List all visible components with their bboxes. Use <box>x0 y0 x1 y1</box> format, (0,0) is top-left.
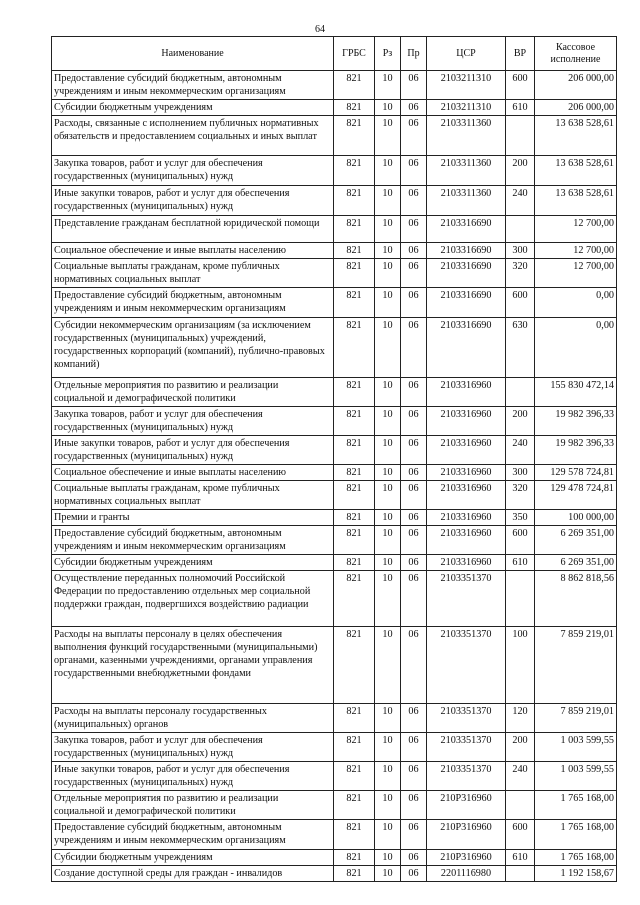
cell-rz: 10 <box>375 866 401 882</box>
cell-name: Иные закупки товаров, работ и услуг для обеспечения государственных (муниципальных) нужд <box>52 436 334 465</box>
cell-pr: 06 <box>401 259 427 288</box>
cell-grbs: 821 <box>334 850 375 866</box>
table-row <box>52 156 617 186</box>
cell-csr: 2103316960 <box>427 526 506 555</box>
cell-rz: 10 <box>375 71 401 100</box>
header-csr: ЦСР <box>427 37 506 71</box>
cell-grbs: 821 <box>334 116 375 156</box>
cell-csr: 2103316690 <box>427 259 506 288</box>
cell-vr: 240 <box>506 762 535 791</box>
cell-pr: 06 <box>401 526 427 555</box>
cell-rz: 10 <box>375 465 401 481</box>
cell-amount: 19 982 396,33 <box>535 407 617 436</box>
cell-amount: 13 638 528,61 <box>535 156 617 186</box>
table-row <box>52 186 617 216</box>
cell-amount: 100 000,00 <box>535 510 617 526</box>
cell-vr: 610 <box>506 100 535 116</box>
cell-rz: 10 <box>375 571 401 627</box>
cell-grbs: 821 <box>334 733 375 762</box>
cell-name: Расходы на выплаты персоналу государственных (муниципальных) органов <box>52 704 334 733</box>
cell-vr: 350 <box>506 510 535 526</box>
cell-vr: 300 <box>506 243 535 259</box>
cell-amount: 0,00 <box>535 318 617 378</box>
cell-grbs: 821 <box>334 243 375 259</box>
cell-vr: 200 <box>506 156 535 186</box>
cell-pr: 06 <box>401 100 427 116</box>
cell-csr: 2103351370 <box>427 762 506 791</box>
cell-vr: 320 <box>506 481 535 510</box>
cell-pr: 06 <box>401 116 427 156</box>
cell-amount: 1 003 599,55 <box>535 762 617 791</box>
table-row <box>52 866 617 882</box>
table-row <box>52 407 617 436</box>
cell-csr: 2103316960 <box>427 436 506 465</box>
cell-pr: 06 <box>401 791 427 820</box>
cell-pr: 06 <box>401 216 427 243</box>
cell-rz: 10 <box>375 704 401 733</box>
cell-amount: 129 578 724,81 <box>535 465 617 481</box>
cell-rz: 10 <box>375 259 401 288</box>
cell-name: Социальное обеспечение и иные выплаты населению <box>52 465 334 481</box>
cell-csr: 210Р316960 <box>427 820 506 850</box>
table-row <box>52 259 617 288</box>
cell-pr: 06 <box>401 318 427 378</box>
cell-amount: 13 638 528,61 <box>535 186 617 216</box>
cell-amount: 1 192 158,67 <box>535 866 617 882</box>
cell-rz: 10 <box>375 820 401 850</box>
cell-grbs: 821 <box>334 71 375 100</box>
table-row <box>52 481 617 510</box>
cell-rz: 10 <box>375 791 401 820</box>
cell-vr: 600 <box>506 288 535 318</box>
cell-grbs: 821 <box>334 288 375 318</box>
table-row <box>52 571 617 627</box>
cell-pr: 06 <box>401 627 427 704</box>
cell-amount: 6 269 351,00 <box>535 555 617 571</box>
cell-pr: 06 <box>401 510 427 526</box>
table-body <box>52 71 617 882</box>
cell-csr: 2103311360 <box>427 186 506 216</box>
cell-amount: 155 830 472,14 <box>535 378 617 407</box>
cell-amount: 6 269 351,00 <box>535 526 617 555</box>
cell-grbs: 821 <box>334 216 375 243</box>
cell-name: Отдельные мероприятия по развитию и реализации социальной и демографической политики <box>52 791 334 820</box>
cell-rz: 10 <box>375 481 401 510</box>
cell-pr: 06 <box>401 571 427 627</box>
cell-pr: 06 <box>401 850 427 866</box>
cell-csr: 2103316960 <box>427 378 506 407</box>
cell-grbs: 821 <box>334 791 375 820</box>
cell-grbs: 821 <box>334 510 375 526</box>
cell-pr: 06 <box>401 71 427 100</box>
cell-rz: 10 <box>375 318 401 378</box>
cell-amount: 129 478 724,81 <box>535 481 617 510</box>
cell-amount: 7 859 219,01 <box>535 627 617 704</box>
cell-csr: 210Р316960 <box>427 791 506 820</box>
header-rz: Рз <box>375 37 401 71</box>
table-row <box>52 243 617 259</box>
cell-csr: 2103311360 <box>427 156 506 186</box>
table-row <box>52 555 617 571</box>
cell-name: Расходы, связанные с исполнением публичных нормативных обязательств и предоставлением социальных и иных выплат <box>52 116 334 156</box>
cell-rz: 10 <box>375 407 401 436</box>
cell-csr: 2201116980 <box>427 866 506 882</box>
cell-grbs: 821 <box>334 318 375 378</box>
cell-vr: 610 <box>506 850 535 866</box>
cell-name: Иные закупки товаров, работ и услуг для обеспечения государственных (муниципальных) нужд <box>52 186 334 216</box>
cell-name: Социальное обеспечение и иные выплаты населению <box>52 243 334 259</box>
cell-rz: 10 <box>375 156 401 186</box>
cell-csr: 2103316690 <box>427 288 506 318</box>
cell-vr: 240 <box>506 186 535 216</box>
cell-amount: 0,00 <box>535 288 617 318</box>
cell-csr: 2103351370 <box>427 571 506 627</box>
cell-grbs: 821 <box>334 555 375 571</box>
cell-csr: 2103316960 <box>427 481 506 510</box>
cell-vr <box>506 378 535 407</box>
cell-vr <box>506 116 535 156</box>
cell-grbs: 821 <box>334 436 375 465</box>
cell-pr: 06 <box>401 186 427 216</box>
cell-amount: 8 862 818,56 <box>535 571 617 627</box>
cell-amount: 7 859 219,01 <box>535 704 617 733</box>
cell-pr: 06 <box>401 407 427 436</box>
table-row <box>52 791 617 820</box>
cell-vr: 610 <box>506 555 535 571</box>
cell-grbs: 821 <box>334 526 375 555</box>
cell-amount: 19 982 396,33 <box>535 436 617 465</box>
cell-name: Предоставление субсидий бюджетным, автономным учреждениям и иным некоммерческим организациям <box>52 288 334 318</box>
cell-csr: 210Р316960 <box>427 850 506 866</box>
cell-name: Предоставление субсидий бюджетным, автономным учреждениям и иным некоммерческим организациям <box>52 71 334 100</box>
cell-vr: 100 <box>506 627 535 704</box>
cell-grbs: 821 <box>334 156 375 186</box>
cell-csr: 2103211310 <box>427 100 506 116</box>
table-row <box>52 436 617 465</box>
cell-grbs: 821 <box>334 481 375 510</box>
cell-amount: 12 700,00 <box>535 243 617 259</box>
cell-pr: 06 <box>401 733 427 762</box>
cell-name: Субсидии некоммерческим организациям (за исключением государственных (муниципальных) учреждений, государственных корпораций (компаний), публично-правовых компаний) <box>52 318 334 378</box>
cell-grbs: 821 <box>334 186 375 216</box>
cell-rz: 10 <box>375 627 401 704</box>
cell-grbs: 821 <box>334 378 375 407</box>
cell-pr: 06 <box>401 243 427 259</box>
cell-grbs: 821 <box>334 259 375 288</box>
table-row <box>52 288 617 318</box>
cell-pr: 06 <box>401 378 427 407</box>
cell-vr: 630 <box>506 318 535 378</box>
cell-name: Субсидии бюджетным учреждениям <box>52 850 334 866</box>
table-row <box>52 216 617 243</box>
cell-pr: 06 <box>401 436 427 465</box>
cell-name: Осуществление переданных полномочий Российской Федерации по предоставлению отдельных мер социальной поддержки граждан, подвергшихся воздействию радиации <box>52 571 334 627</box>
cell-pr: 06 <box>401 156 427 186</box>
cell-vr: 240 <box>506 436 535 465</box>
table-row <box>52 733 617 762</box>
cell-name: Отдельные мероприятия по развитию и реализации социальной и демографической политики <box>52 378 334 407</box>
cell-vr <box>506 791 535 820</box>
cell-name: Представление гражданам бесплатной юридической помощи <box>52 216 334 243</box>
table-row <box>52 318 617 378</box>
cell-vr <box>506 571 535 627</box>
cell-name: Социальные выплаты гражданам, кроме публичных нормативных социальных выплат <box>52 259 334 288</box>
cell-rz: 10 <box>375 436 401 465</box>
cell-grbs: 821 <box>334 762 375 791</box>
cell-csr: 2103311360 <box>427 116 506 156</box>
cell-name: Предоставление субсидий бюджетным, автономным учреждениям и иным некоммерческим организациям <box>52 526 334 555</box>
cell-rz: 10 <box>375 378 401 407</box>
cell-vr <box>506 866 535 882</box>
cell-vr: 600 <box>506 71 535 100</box>
cell-amount: 1 003 599,55 <box>535 733 617 762</box>
cell-rz: 10 <box>375 555 401 571</box>
cell-amount: 1 765 168,00 <box>535 850 617 866</box>
cell-rz: 10 <box>375 186 401 216</box>
budget-table <box>51 36 617 882</box>
table-row <box>52 762 617 791</box>
cell-name: Закупка товаров, работ и услуг для обеспечения государственных (муниципальных) нужд <box>52 407 334 436</box>
cell-grbs: 821 <box>334 627 375 704</box>
cell-vr <box>506 216 535 243</box>
table-row <box>52 510 617 526</box>
cell-rz: 10 <box>375 733 401 762</box>
cell-vr: 200 <box>506 733 535 762</box>
cell-vr: 600 <box>506 820 535 850</box>
cell-name: Предоставление субсидий бюджетным, автономным учреждениям и иным некоммерческим организациям <box>52 820 334 850</box>
cell-csr: 2103316690 <box>427 243 506 259</box>
cell-rz: 10 <box>375 100 401 116</box>
cell-amount: 1 765 168,00 <box>535 820 617 850</box>
cell-grbs: 821 <box>334 704 375 733</box>
cell-grbs: 821 <box>334 820 375 850</box>
cell-name: Субсидии бюджетным учреждениям <box>52 100 334 116</box>
cell-grbs: 821 <box>334 407 375 436</box>
table-row <box>52 820 617 850</box>
cell-amount: 13 638 528,61 <box>535 116 617 156</box>
cell-name: Иные закупки товаров, работ и услуг для обеспечения государственных (муниципальных) нужд <box>52 762 334 791</box>
cell-rz: 10 <box>375 762 401 791</box>
table-row <box>52 100 617 116</box>
cell-rz: 10 <box>375 510 401 526</box>
cell-name: Закупка товаров, работ и услуг для обеспечения государственных (муниципальных) нужд <box>52 156 334 186</box>
cell-vr: 200 <box>506 407 535 436</box>
cell-name: Социальные выплаты гражданам, кроме публичных нормативных социальных выплат <box>52 481 334 510</box>
cell-csr: 2103351370 <box>427 627 506 704</box>
cell-pr: 06 <box>401 465 427 481</box>
cell-pr: 06 <box>401 820 427 850</box>
cell-amount: 206 000,00 <box>535 71 617 100</box>
cell-amount: 12 700,00 <box>535 259 617 288</box>
cell-name: Премии и гранты <box>52 510 334 526</box>
header-name: Наименование <box>52 37 334 71</box>
table-row <box>52 850 617 866</box>
cell-grbs: 821 <box>334 866 375 882</box>
cell-name: Расходы на выплаты персоналу в целях обеспечения выполнения функций государственными (муниципальными) органами, казенными учреждениями, органами управления государственными внебюджетными фондами <box>52 627 334 704</box>
cell-vr: 120 <box>506 704 535 733</box>
cell-name: Субсидии бюджетным учреждениям <box>52 555 334 571</box>
cell-rz: 10 <box>375 526 401 555</box>
cell-name: Создание доступной среды для граждан - инвалидов <box>52 866 334 882</box>
cell-pr: 06 <box>401 866 427 882</box>
cell-csr: 2103316960 <box>427 465 506 481</box>
cell-csr: 2103316690 <box>427 318 506 378</box>
cell-pr: 06 <box>401 555 427 571</box>
cell-rz: 10 <box>375 850 401 866</box>
header-pr: Пр <box>401 37 427 71</box>
cell-csr: 2103316960 <box>427 510 506 526</box>
cell-vr: 300 <box>506 465 535 481</box>
cell-pr: 06 <box>401 288 427 318</box>
cell-grbs: 821 <box>334 571 375 627</box>
table-header-row <box>52 37 617 71</box>
cell-vr: 600 <box>506 526 535 555</box>
table-row <box>52 378 617 407</box>
cell-csr: 2103316960 <box>427 555 506 571</box>
cell-vr: 320 <box>506 259 535 288</box>
page-number: 64 <box>315 24 325 35</box>
cell-amount: 12 700,00 <box>535 216 617 243</box>
cell-csr: 2103351370 <box>427 733 506 762</box>
table-row <box>52 704 617 733</box>
cell-amount: 1 765 168,00 <box>535 791 617 820</box>
cell-csr: 2103211310 <box>427 71 506 100</box>
table-row <box>52 465 617 481</box>
cell-pr: 06 <box>401 704 427 733</box>
cell-name: Закупка товаров, работ и услуг для обеспечения государственных (муниципальных) нужд <box>52 733 334 762</box>
cell-rz: 10 <box>375 116 401 156</box>
cell-csr: 2103316690 <box>427 216 506 243</box>
cell-rz: 10 <box>375 216 401 243</box>
table-row <box>52 71 617 100</box>
cell-grbs: 821 <box>334 465 375 481</box>
cell-csr: 2103316960 <box>427 407 506 436</box>
header-amount: Кассовое исполнение <box>535 37 617 71</box>
table-row <box>52 526 617 555</box>
table-row <box>52 116 617 156</box>
cell-csr: 2103351370 <box>427 704 506 733</box>
cell-pr: 06 <box>401 762 427 791</box>
header-vr: ВР <box>506 37 535 71</box>
cell-rz: 10 <box>375 243 401 259</box>
cell-amount: 206 000,00 <box>535 100 617 116</box>
cell-rz: 10 <box>375 288 401 318</box>
cell-grbs: 821 <box>334 100 375 116</box>
header-grbs: ГРБС <box>334 37 375 71</box>
table-row <box>52 627 617 704</box>
cell-pr: 06 <box>401 481 427 510</box>
